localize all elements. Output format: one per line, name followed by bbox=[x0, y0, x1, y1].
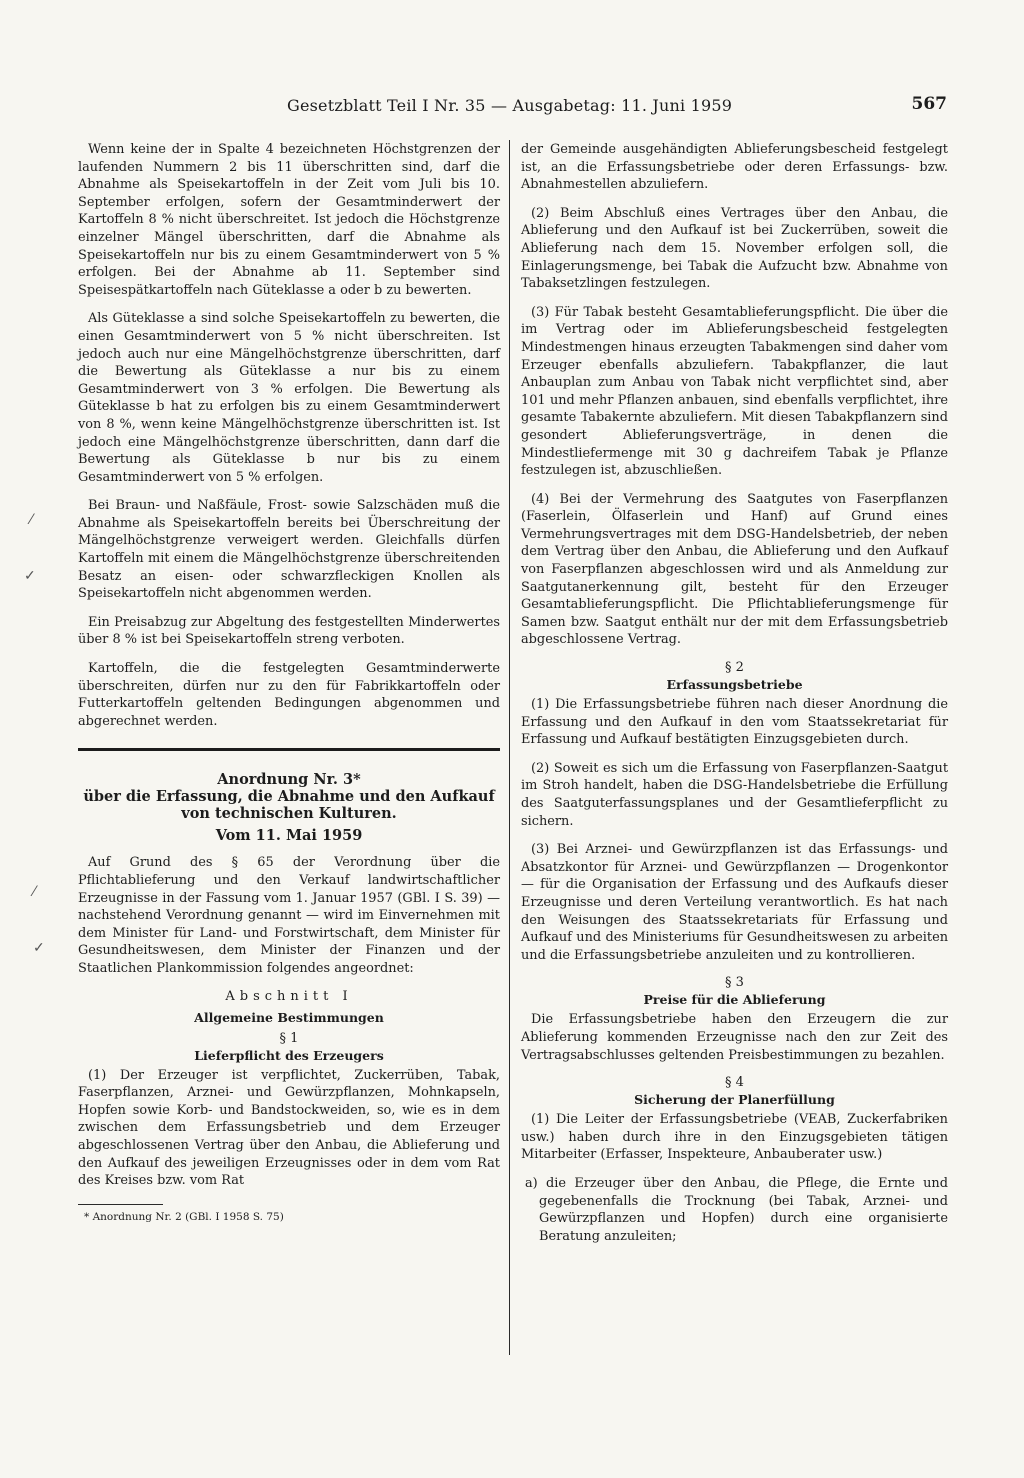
page-number: 567 bbox=[911, 94, 947, 114]
paragraph: Die Erfassungsbetriebe haben den Erzeugern die zur Ablieferung kommenden Erzeugnisse nach den zur Zeit des Vertragsabschlusses geltenden Preisbestimmungen zu bezahlen. bbox=[521, 1012, 948, 1063]
footnote-rule bbox=[78, 1204, 163, 1205]
paragraph-number: § 1 bbox=[279, 1030, 299, 1046]
ordinance-title: über die Erfassung, die Abnahme und den Aufkauf bbox=[83, 788, 495, 806]
paragraph-number: § 3 bbox=[725, 975, 744, 991]
paragraph-title: Preise für die Ablieferung bbox=[643, 992, 826, 1008]
paragraph-title: Erfassungsbetriebe bbox=[666, 677, 803, 693]
paragraph: (1) Die Erfassungsbetriebe führen nach dieser Anordnung die Erfassung und den Aufkauf in den vom Staatssekretariat für Erfassung und Aufkauf bestätigten Einzugsgebieten durch. bbox=[521, 697, 948, 748]
paragraph-title: Lieferpflicht des Erzeugers bbox=[194, 1047, 384, 1063]
section-rule bbox=[78, 748, 500, 751]
footnote: * Anordnung Nr. 2 (GBl. I 1958 S. 75) bbox=[84, 1210, 284, 1223]
ordinance-title: Anordnung Nr. 3* bbox=[217, 771, 361, 789]
margin-mark: ✓ bbox=[24, 568, 36, 584]
margin-mark: ✓ bbox=[33, 940, 45, 956]
paragraph-number: § 4 bbox=[725, 1075, 744, 1091]
section-title: Allgemeine Bestimmungen bbox=[194, 1009, 384, 1025]
ordinance-date: Vom 11. Mai 1959 bbox=[215, 827, 363, 845]
left-column bbox=[78, 141, 500, 1223]
paragraph: Wenn keine der in Spalte 4 bezeichneten Höchstgrenzen der laufenden Nummern 2 bis 11 überschritten sind, darf die Abnahme als Speisekartoffeln in der Zeit vom Juli bis 10. September erfolgen, sofern der Gesamtminderwert der Kartoffeln 8 % nicht überschreitet. Ist jedoch die Höchstgrenze einzelner Mängel überschritten, darf die Abnahme als Speisekartoffeln nur bis zu einem Gesamtminderwert von 5 % erfolgen. Bei der Abnahme ab 11. September sind Speisespätkartoffeln nach Güteklasse a oder b zu bewerten. bbox=[78, 142, 500, 298]
margin-mark: ⁄ bbox=[33, 884, 36, 900]
paragraph: (3) Für Tabak besteht Gesamtablieferungspflicht. Die über die im Vertrag oder im Ablieferungsbescheid festgelegten Mindestmengen hinaus erzeugten Tabakmengen sind daher vom Erzeuger ebenfalls abzuliefern. Tabakpflanzer, die laut Anbauplan zum Anbau von Tabak nicht verpflichtet sind, aber 101 und mehr Pflanzen anbauen, sind ebenfalls verpflichtet, ihre gesamte Tabakernte abzuliefern. Mit diesen Tabakpflanzern sind gesondert Ablieferungsverträge, in denen die Mindestliefermenge mit 30 g dachreifem Tabak je Pflanze festzulegen ist, abzuschließen. bbox=[521, 304, 948, 479]
right-column bbox=[521, 141, 948, 1256]
paragraph: Als Güteklasse a sind solche Speisekartoffeln zu bewerten, die einen Gesamtminderwert von 5 % nicht überschreiten. Ist jedoch auch nur eine Mängelhöchstgrenze überschritten, darf die Bewertung als Güteklasse a nur bis zu einem Gesamtminderwert von 3 % erfolgen. Die Bewertung als Güteklasse b hat zu erfolgen bis zu einem Gesamtminderwert von 8 %, wenn keine Mängelhöchstgrenze überschritten ist. Ist jedoch eine Mängelhöchstgrenze überschritten, dann darf die Bewertung als Güteklasse b nur bis zu einem Gesamtminderwert von 5 % erfolgen. bbox=[78, 311, 500, 485]
section-heading: Abschnitt I bbox=[225, 988, 353, 1004]
paragraph-title: Sicherung der Planerfüllung bbox=[634, 1092, 835, 1108]
paragraph: (4) Bei der Vermehrung des Saatgutes von Faserpflanzen (Faserlein, Ölfaserlein und Hanf) auf Grund eines Vermehrungsvertrages mit dem DSG-Handelsbetrieb, der neben dem Vertrag über den Anbau, die Ablieferung und den Aufkauf von Faserpflanzen abgeschlossen wird und als Anmeldung zur Saatgutanerkennung gilt, besteht für den Erzeuger Gesamtablieferungspflicht. Die Pflichtablieferungsmenge für Samen bzw. Saatgut enthält nur der mit dem Erfassungsbetrieb abgeschlossene Vertrag. bbox=[521, 491, 948, 648]
column-divider bbox=[509, 140, 510, 1355]
paragraph: der Gemeinde ausgehändigten Ablieferungsbescheid festgelegt ist, an die Erfassungsbetriebe oder deren Erfassungs- bzw. Abnahmestellen abzuliefern. bbox=[521, 142, 948, 193]
paragraph: (1) Der Erzeuger ist verpflichtet, Zuckerrüben, Tabak, Faserpflanzen, Arznei- und Gewürzpflanzen, Mohnkapseln, Hopfen sowie Korb- und Bandstockweiden, so, wie es in dem zwischen dem Erfassungsbetrieb und dem Erzeuger abgeschlossenen Vertrag über den Anbau, die Ablieferung und den Aufkauf des jeweiligen Erzeugnisses oder in dem vom Rat des Kreises bzw. vom Rat bbox=[78, 1067, 500, 1189]
list-item: a) die Erzeuger über den Anbau, die Pflege, die Ernte und gegebenenfalls die Trocknung (bei Tabak, Arznei- und Gewürzpflanzen und Hopfen) durch eine organisierte Beratung anzuleiten; bbox=[525, 1175, 948, 1244]
ordinance-title: von technischen Kulturen. bbox=[181, 805, 397, 823]
paragraph: (1) Die Leiter der Erfassungsbetriebe (VEAB, Zuckerfabriken usw.) haben durch ihre in den Einzugsgebieten tätigen Mitarbeiter (Erfasser, Inspekteure, Anbauberater usw.) bbox=[521, 1112, 948, 1163]
paragraph: Bei Braun- und Naßfäule, Frost- sowie Salzschäden muß die Abnahme als Speisekartoffeln bereits bei Überschreitung der Mängelhöchstgrenze verweigert werden. Gleichfalls dürfen Kartoffeln mit einem die Mängelhöchstgrenze überschreitenden Besatz an eisen- oder schwarzfleckigen Knollen als Speisekartoffeln nicht abgenommen werden. bbox=[78, 498, 500, 602]
paragraph: (2) Soweit es sich um die Erfassung von Faserpflanzen-Saatgut im Stroh handelt, haben die DSG-Handelsbetriebe die Erfüllung des Saatguterfassungsplanes und der Gesamtlieferpflicht zu sichern. bbox=[521, 760, 948, 829]
paragraph-number: § 2 bbox=[725, 660, 744, 676]
paragraph: (2) Beim Abschluß eines Vertrages über den Anbau, die Ablieferung und den Aufkauf ist bei Zuckerrüben, soweit die Ablieferung nach dem 15. November erfolgen soll, die Einlagerungsmenge, bei Tabak die Aufzucht bzw. Abnahme von Tabaksetzlingen festzulegen. bbox=[521, 205, 948, 292]
margin-mark: ⁄ bbox=[30, 512, 33, 528]
paragraph: (3) Bei Arznei- und Gewürzpflanzen ist das Erfassungs- und Absatzkontor für Arznei- und Gewürzpflanzen — Drogenkontor — für die Organisation der Erfassung und des Aufkaufs dieser Erzeugnisse und deren Verteilung verantwortlich. Es hat nach den Weisungen des Staatssekretariats für Erfassung und Aufkauf und des Ministeriums für Gesundheitswesen zu arbeiten und die Erfassungsbetriebe anzuleiten und zu kontrollieren. bbox=[521, 842, 948, 963]
paragraph: Kartoffeln, die die festgelegten Gesamtminderwerte überschreiten, dürfen nur zu den für Fabrikkartoffeln oder Futterkartoffeln geltenden Bedingungen abgenommen und abgerechnet werden. bbox=[78, 661, 500, 729]
page-header bbox=[287, 92, 947, 122]
paragraph: Ein Preisabzug zur Abgeltung des festgestellten Minderwertes über 8 % ist bei Speisekartoffeln streng verboten. bbox=[78, 614, 500, 648]
running-title: Gesetzblatt Teil I Nr. 35 — Ausgabetag: 11. Juni 1959 bbox=[287, 96, 733, 115]
paragraph: Auf Grund des § 65 der Verordnung über die Pflichtablieferung und den Verkauf landwirtschaftlicher Erzeugnisse in der Fassung vom 1. Januar 1957 (GBl. I S. 39) — nachstehend Verordnung genannt — wird im Einvernehmen mit dem Minister für Land- und Forstwirtschaft, dem Minister für Gesundheitswesen, dem Minister der Finanzen und der Staatlichen Plankommission folgendes angeordnet: bbox=[78, 855, 500, 976]
